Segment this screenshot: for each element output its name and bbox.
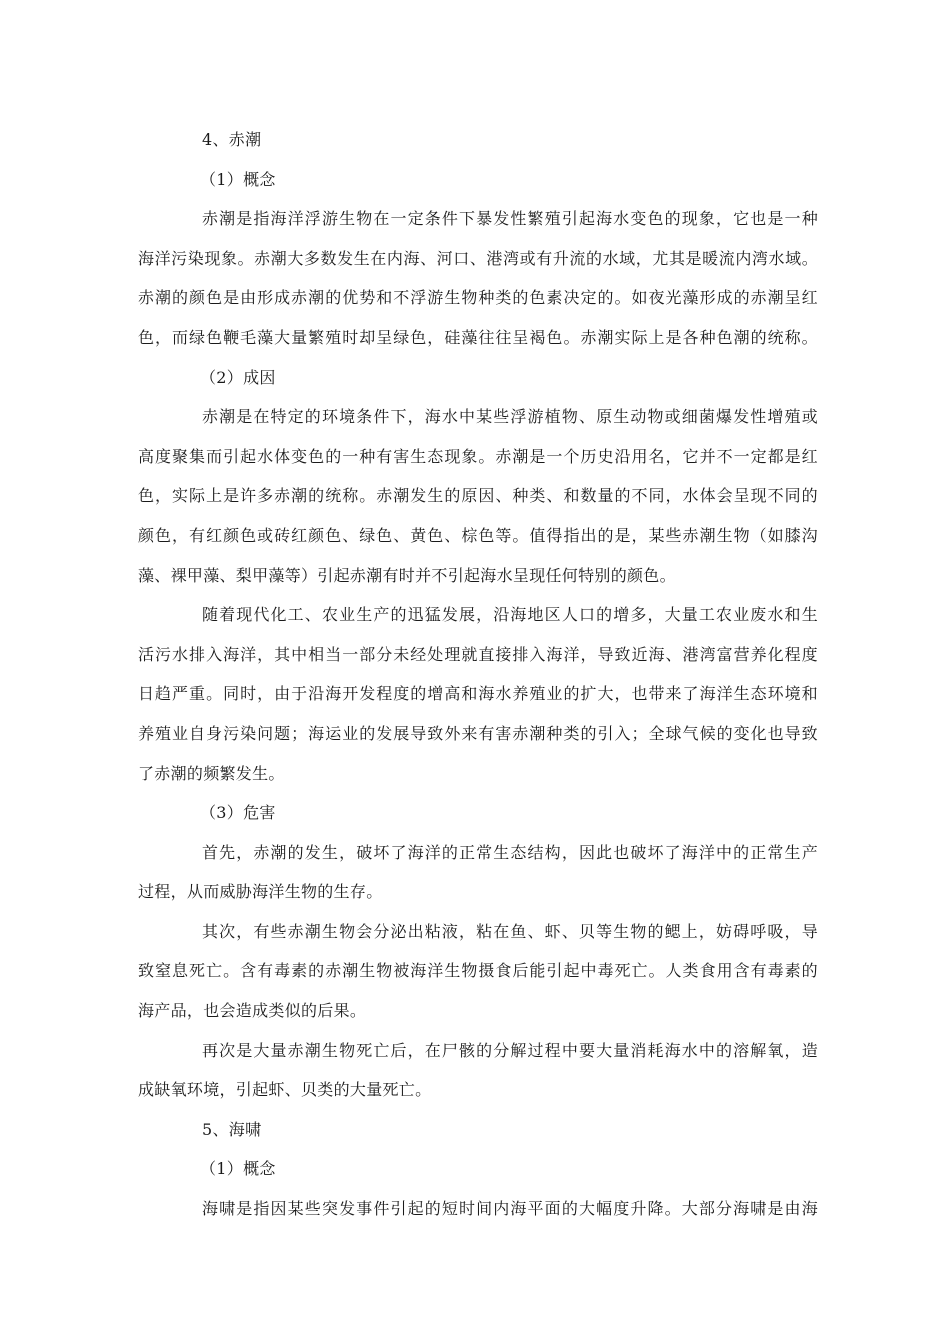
paragraph-line: 颜色，有红颜色或砖红颜色、绿色、黄色、棕色等。值得指出的是，某些赤潮生物（如膝沟 <box>138 525 818 545</box>
section-heading-5: 5、海啸 <box>202 1119 262 1139</box>
paragraph-line: 海洋污染现象。赤潮大多数发生在内海、河口、港湾或有升流的水域，尤其是暖流内湾水域。 <box>138 248 818 268</box>
subsection-title-cause: （2）成因 <box>200 367 276 387</box>
subsection-title-concept: （1）概念 <box>200 1159 276 1179</box>
paragraph-line: 赤潮是在特定的环境条件下，海水中某些浮游植物、原生动物或细菌爆发性增殖或 <box>202 407 818 427</box>
section-heading-4: 4、赤潮 <box>202 130 262 149</box>
paragraph-line: 赤潮的颜色是由形成赤潮的优势和不浮游生物种类的色素决定的。如夜光藻形成的赤潮呈红 <box>138 288 818 308</box>
paragraph-line: 高度聚集而引起水体变色的一种有害生态现象。赤潮是一个历史沿用名，它并不一定都是红 <box>138 446 818 466</box>
paragraph-line: 成缺氧环境，引起虾、贝类的大量死亡。 <box>138 1080 432 1100</box>
paragraph-line: 首先，赤潮的发生，破坏了海洋的正常生态结构，因此也破坏了海洋中的正常生产 <box>202 842 818 862</box>
paragraph-line: 养殖业自身污染问题；海运业的发展导致外来有害赤潮种类的引入；全球气候的变化也导致 <box>138 723 818 743</box>
paragraph-line: 随着现代化工、农业生产的迅猛发展，沿海地区人口的增多，大量工农业废水和生 <box>202 605 818 625</box>
paragraph-line: 了赤潮的频繁发生。 <box>138 763 285 783</box>
subsection-title-harm: （3）危害 <box>200 803 276 823</box>
paragraph-line: 色，而绿色鞭毛藻大量繁殖时却呈绿色，硅藻往往呈褐色。赤潮实际上是各种色潮的统称。 <box>138 327 818 347</box>
paragraph-line: 赤潮是指海洋浮游生物在一定条件下暴发性繁殖引起海水变色的现象，它也是一种 <box>202 209 818 229</box>
paragraph-line: 海产品，也会造成类似的后果。 <box>138 1001 367 1021</box>
paragraph-line: 活污水排入海洋，其中相当一部分未经处理就直接排入海洋，导致近海、港湾富营养化程度 <box>138 644 818 664</box>
paragraph-line: 色，实际上是许多赤潮的统称。赤潮发生的原因、种类、和数量的不同，水体会呈现不同的 <box>138 486 818 506</box>
paragraph-line: 其次，有些赤潮生物会分泌出粘液，粘在鱼、虾、贝等生物的鳃上，妨碍呼吸，导 <box>202 921 818 941</box>
paragraph-line: 海啸是指因某些突发事件引起的短时间内海平面的大幅度升降。大部分海啸是由海 <box>202 1199 818 1219</box>
paragraph-line: 致窒息死亡。含有毒素的赤潮生物被海洋生物摄食后能引起中毒死亡。人类食用含有毒素的 <box>138 961 818 981</box>
paragraph-line: 再次是大量赤潮生物死亡后，在尸骸的分解过程中要大量消耗海水中的溶解氧，造 <box>202 1040 818 1060</box>
document-body <box>138 120 818 1229</box>
paragraph-line: 过程，从而威胁海洋生物的生存。 <box>138 882 383 902</box>
paragraph-line: 日趋严重。同时，由于沿海开发程度的增高和海水养殖业的扩大，也带来了海洋生态环境和 <box>138 684 818 704</box>
subsection-title-concept: （1）概念 <box>200 169 276 189</box>
paragraph-line: 藻、裸甲藻、梨甲藻等）引起赤潮有时并不引起海水呈现任何特别的颜色。 <box>138 565 676 585</box>
